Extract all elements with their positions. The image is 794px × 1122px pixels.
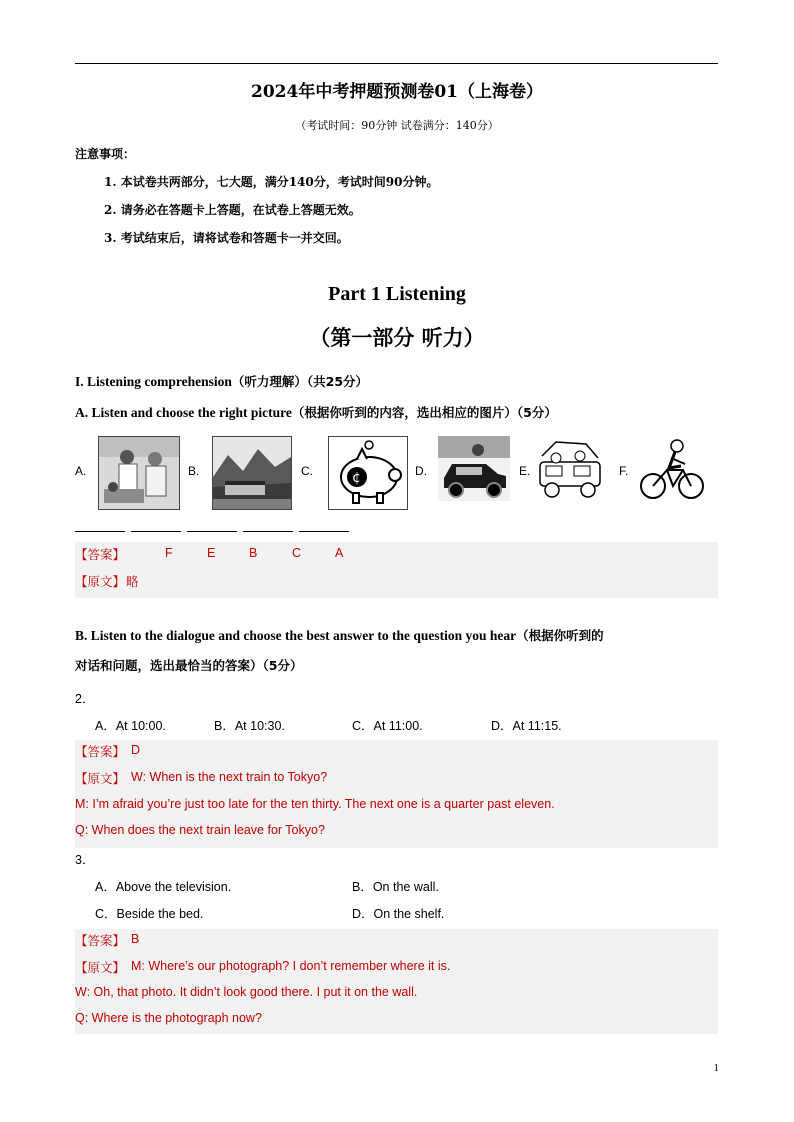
- answer-value: B: [131, 932, 140, 946]
- mountain-landscape-icon: [212, 436, 292, 510]
- question-number: 3．: [75, 853, 95, 867]
- notice-heading: 注意事项：: [75, 147, 136, 161]
- svg-text:¢: ¢: [352, 470, 361, 486]
- source-line: M: I’m afraid you’re just too late for the ten thirty. The next one is a quarter past eleven.: [75, 797, 555, 811]
- option: B．At 10:30.: [214, 719, 285, 733]
- answer-label: 【答案】: [75, 933, 126, 948]
- answer-label: 【答案】: [75, 744, 126, 759]
- piggy-bank-icon: [328, 436, 408, 510]
- car-icon: [438, 436, 510, 501]
- answer-blank[interactable]: [243, 531, 293, 532]
- part-subtitle: （第一部分 听力）: [309, 325, 485, 350]
- answer-label: 【答案】: [75, 547, 126, 562]
- answer-blank[interactable]: [75, 531, 125, 532]
- option: C．Beside the bed.: [95, 907, 204, 921]
- answer-blank[interactable]: [131, 531, 181, 532]
- answer-value: C: [292, 546, 302, 560]
- section-heading-cn: （听力理解）（共25分）: [231, 374, 369, 389]
- notice-item: 1. 本试卷共两部分，七大题，满分140分，考试时间90分钟。: [104, 175, 439, 189]
- question-number: 2．: [75, 692, 95, 706]
- camping-car-icon: [536, 436, 606, 500]
- section-heading-en: I. Listening comprehension: [75, 374, 232, 389]
- source-line: W: When is the next train to Tokyo?: [131, 770, 328, 784]
- section-b-heading-cn: （根据你听到的: [516, 628, 604, 643]
- option: C．At 11:00.: [352, 719, 423, 733]
- notice-item: 3. 考试结束后，请将试卷和答题卡一并交回。: [104, 231, 349, 245]
- picture-label: E.: [519, 464, 531, 478]
- option: D．On the shelf.: [352, 907, 445, 921]
- option: B．On the wall.: [352, 880, 439, 894]
- option: D．At 11:15.: [491, 719, 562, 733]
- exam-title: 2024年中考押题预测卷01（上海卷）: [251, 82, 543, 102]
- source-label: 【原文】: [75, 574, 126, 589]
- answer-box-q2: [75, 740, 718, 848]
- option: A．At 10:00.: [95, 719, 166, 733]
- answer-blank[interactable]: [187, 531, 237, 532]
- source-line: W: Oh, that photo. It didn’t look good there. I put it on the wall.: [75, 985, 418, 999]
- page-number: 1: [713, 1062, 719, 1074]
- source-label: 【原文】: [75, 771, 126, 786]
- answer-value: B: [249, 546, 258, 560]
- source-line: M: Where’s our photograph? I don’t remember where it is.: [131, 959, 451, 973]
- hospital-scene-icon: [98, 436, 180, 510]
- section-b-heading-line2: [75, 656, 302, 674]
- picture-label: A.: [75, 464, 87, 478]
- answer-value: A: [335, 546, 344, 560]
- answer-value: E: [207, 546, 216, 560]
- source-label: 【原文】: [75, 960, 126, 975]
- answer-blank[interactable]: [299, 531, 349, 532]
- section-a-heading: [75, 403, 557, 421]
- source-line: Q: Where is the photograph now?: [75, 1011, 262, 1025]
- answer-box-q3: [75, 929, 718, 1034]
- picture-label: F.: [619, 464, 629, 478]
- answer-box-a: [75, 542, 718, 598]
- header-rule: [75, 63, 718, 64]
- source-line: Q: When does the next train leave for Tokyo?: [75, 823, 325, 837]
- answer-value: F: [165, 546, 173, 560]
- picture-label: C.: [301, 464, 313, 478]
- picture-label: B.: [188, 464, 200, 478]
- notice-item: 2. 请务必在答题卡上答题，在试卷上答题无效。: [104, 203, 361, 217]
- cyclist-icon: [637, 436, 707, 502]
- answer-value: D: [131, 743, 141, 757]
- part-title: Part 1 Listening: [328, 283, 466, 305]
- section-b-heading-en: B. Listen to the dialogue and choose the best answer to the question you hear: [75, 628, 517, 643]
- section-heading-listening: [75, 372, 368, 390]
- exam-subtitle: （考试时间：90分钟 试卷满分：140分）: [295, 119, 499, 132]
- section-b-heading: [75, 626, 604, 644]
- option: A．Above the television.: [95, 880, 232, 894]
- section-a-heading-en: A. Listen and choose the right picture: [75, 405, 292, 420]
- picture-label: D.: [415, 464, 427, 478]
- section-b-heading-cn2: 对话和问题，选出最恰当的答案）（5分）: [75, 658, 303, 673]
- section-a-heading-cn: （根据你听到的内容，选出相应的图片）（5分）: [291, 405, 557, 420]
- source-text: 略: [126, 574, 139, 589]
